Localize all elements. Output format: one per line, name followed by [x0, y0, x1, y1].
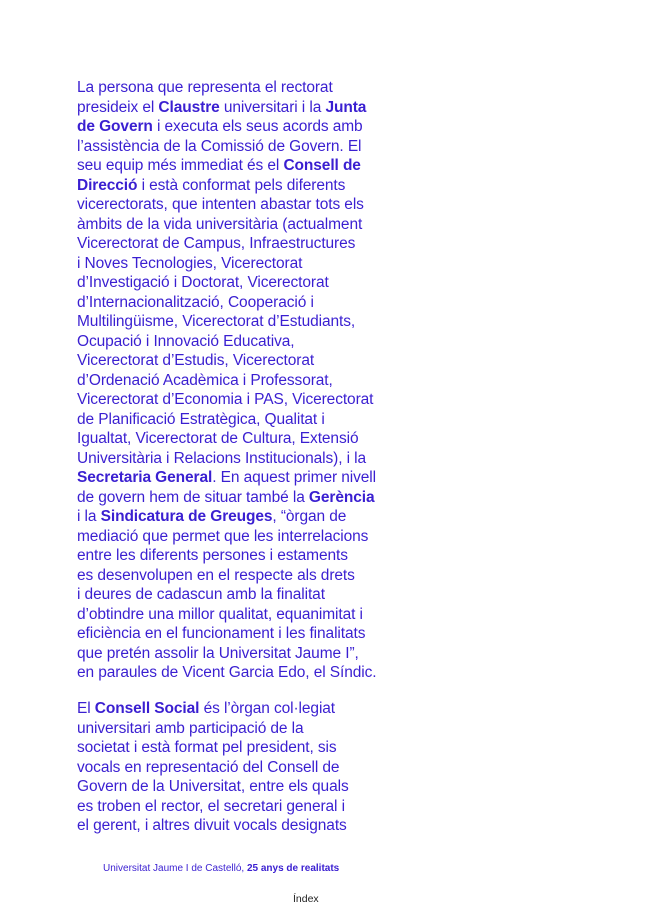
text-run: . En aquest primer nivell	[212, 469, 376, 486]
text-line	[77, 254, 407, 274]
text-run: d’obtindre una millor qualitat, equanimitat i	[77, 605, 363, 623]
text-run: , “òrgan de	[272, 508, 347, 525]
text-run: àmbits de la vida universitària (actualment	[77, 215, 363, 233]
paragraph-consell-social	[77, 699, 407, 836]
text-run: societat i està format pel president, sis	[77, 739, 337, 756]
text-run: Govern de la Universitat, entre els quals	[77, 778, 349, 795]
text-run: vocals en representació del Consell de	[77, 758, 340, 776]
text-run: de Planificació Estratègica, Qualitat i	[77, 410, 325, 428]
text-run: el gerent, i altres divuit vocals designats	[77, 817, 347, 834]
bold-term: Secretaria General	[77, 469, 213, 486]
text-line	[77, 137, 407, 157]
text-run: és l’òrgan col·legiat	[199, 700, 336, 717]
text-line	[77, 585, 407, 605]
text-line	[77, 699, 407, 719]
text-line	[77, 156, 407, 176]
text-run: vicerectorats, que intenten abastar tots els	[77, 196, 364, 213]
text-run: es troben el rector, el secretari general i	[77, 797, 345, 815]
text-line	[77, 605, 407, 625]
text-run: que pretén assolir la Universitat Jaume I”,	[77, 644, 359, 662]
text-run: d’Ordenació Acadèmica i Professorat,	[77, 371, 333, 389]
text-run: i deures de cadascun amb la finalitat	[77, 586, 325, 603]
text-line	[77, 390, 407, 410]
text-line	[77, 797, 407, 817]
text-line	[77, 410, 407, 430]
text-run: Multilingüisme, Vicerectorat d’Estudiants,	[77, 313, 356, 330]
text-line	[77, 488, 407, 508]
text-line	[77, 273, 407, 293]
text-run: i executa els seus acords amb	[152, 118, 363, 135]
text-line	[77, 546, 407, 566]
text-line	[77, 195, 407, 215]
paragraph-governance	[77, 78, 407, 683]
text-line	[77, 719, 407, 739]
text-line	[77, 738, 407, 758]
text-line	[77, 566, 407, 586]
text-line	[77, 332, 407, 352]
text-run: Ocupació i Innovació Educativa,	[77, 332, 295, 350]
text-line	[77, 234, 407, 254]
text-run: seu equip més immediat és el	[77, 157, 284, 174]
text-line	[77, 624, 407, 644]
text-line	[77, 758, 407, 778]
text-line	[77, 293, 407, 313]
text-line	[77, 117, 407, 137]
text-line	[77, 816, 407, 836]
text-line	[77, 215, 407, 235]
text-run: es desenvolupen en el respecte als drets	[77, 566, 355, 584]
text-run: de govern hem de situar també la	[77, 488, 309, 506]
text-run: entre les diferents persones i estaments	[77, 547, 348, 564]
text-run: l’assistència de la Comissió de Govern. El	[77, 137, 362, 155]
bold-term: Consell de	[283, 157, 361, 174]
text-run: universitari amb participació de la	[77, 719, 304, 737]
bold-term: Junta	[325, 98, 367, 116]
text-line	[77, 312, 407, 332]
text-run: Vicerectorat d’Economia i PAS, Vicerectorat	[77, 391, 374, 408]
bold-term: Gerència	[308, 488, 375, 506]
text-line	[77, 449, 407, 469]
text-run: Vicerectorat de Campus, Infraestructures	[77, 235, 356, 252]
text-run: Vicerectorat d’Estudis, Vicerectorat	[77, 352, 315, 369]
text-run: i està conformat pels diferents	[137, 176, 346, 194]
bold-term: Claustre	[158, 98, 220, 116]
text-line	[77, 351, 407, 371]
text-line	[77, 98, 407, 118]
text-line	[77, 468, 407, 488]
text-run: en paraules de Vicent Garcia Edo, el Síndic.	[77, 664, 377, 681]
text-line	[77, 429, 407, 449]
text-run: i la	[77, 508, 101, 525]
text-line	[77, 371, 407, 391]
text-line	[77, 527, 407, 547]
text-line	[77, 644, 407, 664]
text-run: Igualtat, Vicerectorat de Cultura, Extensió	[77, 430, 359, 447]
text-line	[77, 176, 407, 196]
bold-term: Direcció	[77, 176, 138, 194]
text-run: El	[77, 700, 95, 717]
text-run: mediació que permet que les interrelacions	[77, 527, 369, 545]
text-line	[77, 78, 407, 98]
text-run: universitari i la	[219, 98, 326, 116]
text-run: d’Internacionalització, Cooperació i	[77, 293, 314, 311]
index-link[interactable]: Índex	[293, 893, 319, 905]
footer-title: 25 anys de realitats	[246, 863, 340, 874]
page-footer	[103, 863, 339, 874]
text-run: i Noves Tecnologies, Vicerectorat	[77, 254, 303, 272]
footer-publisher: Universitat Jaume I de Castelló,	[103, 863, 247, 874]
text-run: d’Investigació i Doctorat, Vicerectorat	[77, 274, 329, 291]
text-line	[77, 507, 407, 527]
bold-term: Consell Social	[94, 700, 200, 717]
text-run: La persona que representa el rectorat	[77, 79, 333, 96]
text-run: eficiència en el funcionament i les finalitats	[77, 625, 366, 642]
text-run: presideix el	[77, 98, 159, 116]
bold-term: de Govern	[77, 118, 153, 135]
text-run: Universitària i Relacions Institucionals), i la	[77, 449, 367, 467]
bold-term: Sindicatura de Greuges	[100, 508, 273, 525]
text-line	[77, 777, 407, 797]
text-line	[77, 663, 407, 683]
